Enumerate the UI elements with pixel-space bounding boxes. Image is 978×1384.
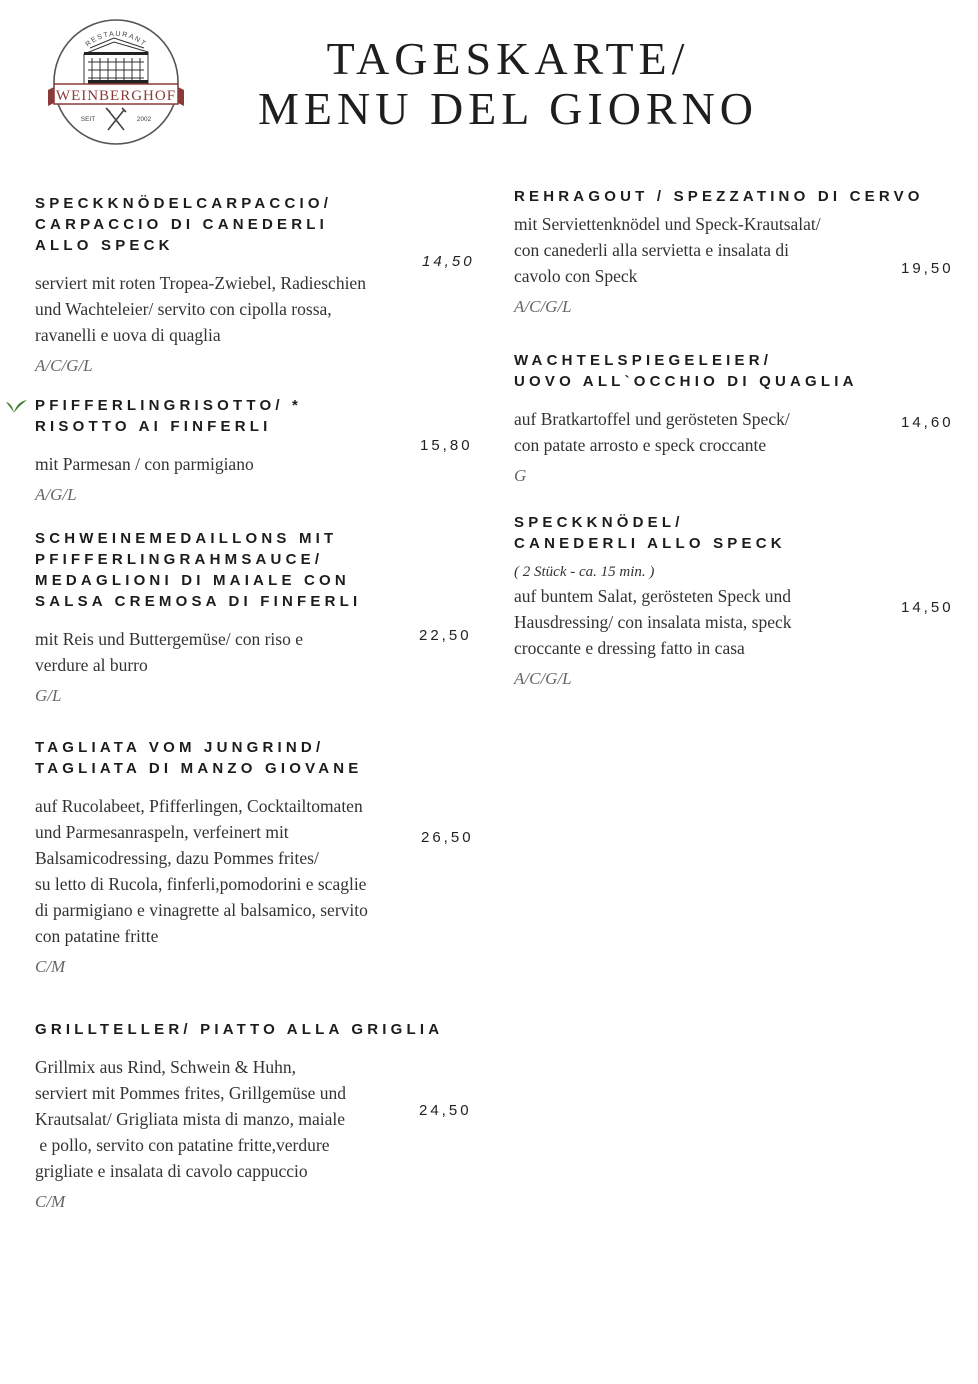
dish-grillteller bbox=[35, 1019, 443, 1212]
dish-name-line: SPECKKNÖDEL/ bbox=[514, 514, 684, 531]
description-line: e pollo, servito con patatine fritte,verdure bbox=[35, 1135, 330, 1155]
logo-name: WEINBERGHOF bbox=[55, 88, 177, 104]
description-line: auf Bratkartoffel und gerösteten Speck/ bbox=[514, 409, 790, 429]
description-line: con canederli alla servietta e insalata di bbox=[514, 240, 790, 260]
dish-price: 22,50 bbox=[419, 627, 472, 644]
description-line: auf Rucolabeet, Pfifferlingen, Cocktailtomaten bbox=[35, 796, 363, 816]
description-line: Hausdressing/ con insalata mista, speck bbox=[514, 612, 792, 632]
description-line: di parmigiano e vinagrette al balsamico, servito bbox=[35, 900, 368, 920]
dish-name-line: GRILLTELLER/ PIATTO ALLA GRIGLIA bbox=[35, 1021, 444, 1038]
dish-description bbox=[35, 1054, 443, 1184]
dish-price: 14,60 bbox=[901, 414, 954, 431]
dish-tagliata bbox=[35, 737, 368, 977]
logo-left-text: SEIT bbox=[80, 116, 96, 123]
dish-name bbox=[35, 395, 302, 437]
title-line-italian: MENU DEL GIORNO bbox=[258, 83, 759, 134]
allergens: A/C/G/L bbox=[514, 297, 572, 316]
dish-name-line: WACHTELSPIEGELEIER/ bbox=[514, 352, 773, 369]
dish-name-line: RISOTTO AI FINFERLI bbox=[35, 418, 272, 435]
dish-name bbox=[514, 350, 858, 392]
dish-price: 15,80 bbox=[420, 437, 473, 454]
dish-name-line: SALSA CREMOSA DI FINFERLI bbox=[35, 593, 362, 610]
dish-rehragout bbox=[514, 186, 924, 317]
description-line: ravanelli e uova di quaglia bbox=[35, 325, 221, 345]
description-line: croccante e dressing fatto in casa bbox=[514, 638, 745, 658]
description-line: grigliate e insalata di cavolo cappuccio bbox=[35, 1161, 308, 1181]
allergens: G bbox=[514, 466, 527, 485]
dish-wachtelspiegeleier bbox=[514, 350, 858, 486]
allergens: C/M bbox=[35, 1192, 66, 1211]
dish-name bbox=[35, 1019, 443, 1040]
dish-description bbox=[514, 583, 792, 661]
dish-description bbox=[35, 451, 302, 477]
dish-price: 19,50 bbox=[901, 260, 954, 277]
dish-name-line: TAGLIATA VOM JUNGRIND/ bbox=[35, 739, 325, 756]
dish-name-line: PFIFFERLINGRISOTTO/ * bbox=[35, 397, 303, 414]
fork-knife-icon bbox=[106, 108, 126, 130]
dish-name bbox=[514, 512, 792, 554]
dish-name-line: TAGLIATA DI MANZO GIOVANE bbox=[35, 760, 363, 777]
title-line-german: TAGESKARTE/ bbox=[326, 33, 690, 84]
allergens: A/C/G/L bbox=[35, 356, 93, 375]
dish-name-line: PFIFFERLINGRAHMSAUCE/ bbox=[35, 551, 324, 568]
dish-name-line: SPECKKNÖDELCARPACCIO/ bbox=[35, 195, 333, 212]
dish-price: 24,50 bbox=[419, 1102, 472, 1119]
dish-name-line: REHRAGOUT / SPEZZATINO DI CERVO bbox=[514, 188, 924, 205]
dish-schweinemedaillons bbox=[35, 528, 361, 706]
vegetarian-leaf-icon bbox=[4, 397, 28, 417]
dish-name-line: UOVO ALL`OCCHIO DI QUAGLIA bbox=[514, 373, 858, 390]
dish-description bbox=[35, 793, 368, 949]
dish-description bbox=[35, 626, 361, 678]
description-line: verdure al burro bbox=[35, 655, 148, 675]
description-line: su letto di Rucola, finferli,pomodorini e scaglie bbox=[35, 874, 367, 894]
logo-top-text: RESTAURANT bbox=[84, 30, 148, 49]
description-line: auf buntem Salat, gerösteten Speck und bbox=[514, 586, 792, 606]
description-line: und Wachteleier/ servito con cipolla rossa, bbox=[35, 299, 332, 319]
dish-note: ( 2 Stück - ca. 15 min. ) bbox=[514, 564, 655, 580]
dish-pfifferlingrisotto bbox=[35, 395, 302, 505]
dish-speckknoedelcarpaccio bbox=[35, 193, 366, 376]
dish-description bbox=[514, 211, 924, 289]
dish-price: 14,50 bbox=[901, 599, 954, 616]
allergens: A/C/G/L bbox=[514, 669, 572, 688]
description-line: mit Parmesan / con parmigiano bbox=[35, 454, 254, 474]
dish-name-line: MEDAGLIONI DI MAIALE CON bbox=[35, 572, 350, 589]
dish-name-line: CANEDERLI ALLO SPECK bbox=[514, 535, 786, 552]
description-line: Balsamicodressing, dazu Pommes frites/ bbox=[35, 848, 319, 868]
dish-price: 26,50 bbox=[421, 829, 474, 846]
dish-name bbox=[35, 193, 366, 256]
page-title bbox=[258, 34, 758, 134]
dish-name bbox=[35, 737, 368, 779]
allergens: C/M bbox=[35, 957, 66, 976]
description-line: cavolo con Speck bbox=[514, 266, 638, 286]
description-line: serviert mit Pommes frites, Grillgemüse und bbox=[35, 1083, 347, 1103]
description-line: serviert mit roten Tropea-Zwiebel, Radieschien bbox=[35, 273, 366, 293]
logo-emblem bbox=[26, 2, 204, 170]
dish-name-line: SCHWEINEMEDAILLONS MIT bbox=[35, 530, 338, 547]
dish-name bbox=[514, 186, 924, 207]
description-line: mit Reis und Buttergemüse/ con riso e bbox=[35, 629, 303, 649]
logo-right-text: 2002 bbox=[136, 116, 152, 123]
allergens: A/G/L bbox=[35, 485, 77, 504]
dish-name bbox=[35, 528, 361, 612]
dish-name-line: CARPACCIO DI CANEDERLI bbox=[35, 216, 328, 233]
dish-price: 14,50 bbox=[422, 253, 475, 270]
description-line: con patatine fritte bbox=[35, 926, 159, 946]
dish-description bbox=[514, 406, 858, 458]
description-line: con patate arrosto e speck croccante bbox=[514, 435, 767, 455]
dish-description bbox=[35, 270, 366, 348]
dish-speckknoedel bbox=[514, 512, 792, 689]
description-line: Grillmix aus Rind, Schwein & Huhn, bbox=[35, 1057, 297, 1077]
description-line: mit Serviettenknödel und Speck-Krautsalat/ bbox=[514, 214, 821, 234]
allergens: G/L bbox=[35, 686, 62, 705]
description-line: und Parmesanraspeln, verfeinert mit bbox=[35, 822, 289, 842]
dish-name-line: ALLO SPECK bbox=[35, 237, 174, 254]
restaurant-logo bbox=[26, 2, 204, 170]
description-line: Krautsalat/ Grigliata mista di manzo, maiale bbox=[35, 1109, 346, 1129]
